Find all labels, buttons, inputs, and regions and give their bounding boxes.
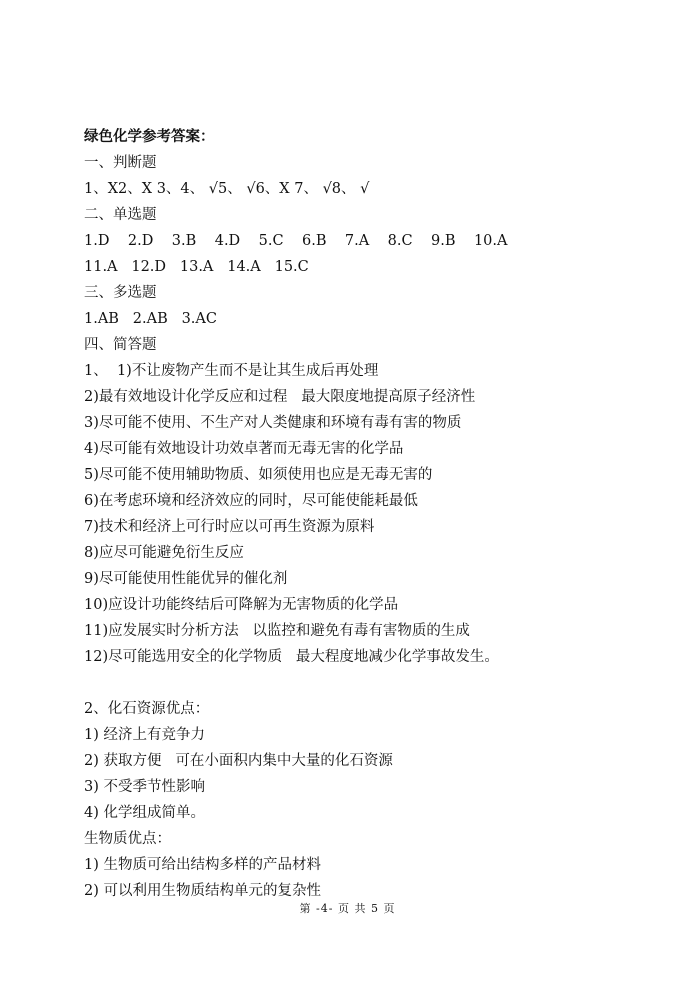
list-item: 2) 可以利用生物质结构单元的复杂性 <box>84 883 321 899</box>
list-item: 1) 生物质可给出结构多样的产品材料 <box>84 857 321 873</box>
list-item: 1、 1)不让废物产生而不是让其生成后再处理 <box>84 363 379 379</box>
single-choice-answers-row-2: 11.A 12.D 13.A 14.A 15.C <box>84 259 309 275</box>
list-item: 3) 不受季节性影响 <box>84 779 205 795</box>
section-heading-short-answer: 四、简答题 <box>84 337 157 353</box>
list-item: 4) 化学组成简单。 <box>84 805 205 821</box>
list-item: 11)应发展实时分析方法 以监控和避免有毒有害物质的生成 <box>84 623 470 639</box>
list-item: 5)尽可能不使用辅助物质、如须使用也应是无毒无害的 <box>84 467 433 483</box>
list-item: 2)最有效地设计化学反应和过程 最大限度地提高原子经济性 <box>84 389 476 405</box>
biomass-heading: 生物质优点： <box>84 831 171 847</box>
list-item: 12)尽可能选用安全的化学物质 最大程度地减少化学事故发生。 <box>84 649 499 665</box>
list-item: 4)尽可能有效地设计功效卓著而无毒无害的化学品 <box>84 441 404 457</box>
document-title: 绿色化学参考答案： <box>84 129 215 145</box>
section-heading-true-false: 一、判断题 <box>84 155 157 171</box>
list-item: 9)尽可能使用性能优异的催化剂 <box>84 571 288 587</box>
list-item: 6)在考虑环境和经济效应的同时，尽可能使能耗最低 <box>84 493 418 509</box>
list-item: 1) 经济上有竞争力 <box>84 727 205 743</box>
list-item: 2) 获取方便 可在小面积内集中大量的化石资源 <box>84 753 393 769</box>
section-heading-multiple-choice: 三、多选题 <box>84 285 157 301</box>
fossil-resources-heading: 2、化石资源优点： <box>84 701 210 717</box>
page-footer: 第 -4- 页 共 5 页 <box>299 902 396 915</box>
answer-content <box>84 124 644 904</box>
list-item: 10)应设计功能终结后可降解为无害物质的化学品 <box>84 597 399 613</box>
section-heading-single-choice: 二、单选题 <box>84 207 157 223</box>
list-item: 3)尽可能不使用、不生产对人类健康和环境有毒有害的物质 <box>84 415 462 431</box>
multiple-choice-answers: 1.AB 2.AB 3.AC <box>84 311 217 327</box>
single-choice-answers-row-1: 1.D 2.D 3.B 4.D 5.C 6.B 7.A 8.C 9.B 10.A <box>84 233 508 249</box>
list-item: 8)应尽可能避免衍生反应 <box>84 545 244 561</box>
spacer <box>84 670 644 696</box>
true-false-answers: 1、X2、X 3、4、 √5、 √6、X 7、 √8、 √ <box>84 181 370 197</box>
list-item: 7)技术和经济上可行时应以可再生资源为原料 <box>84 519 375 535</box>
